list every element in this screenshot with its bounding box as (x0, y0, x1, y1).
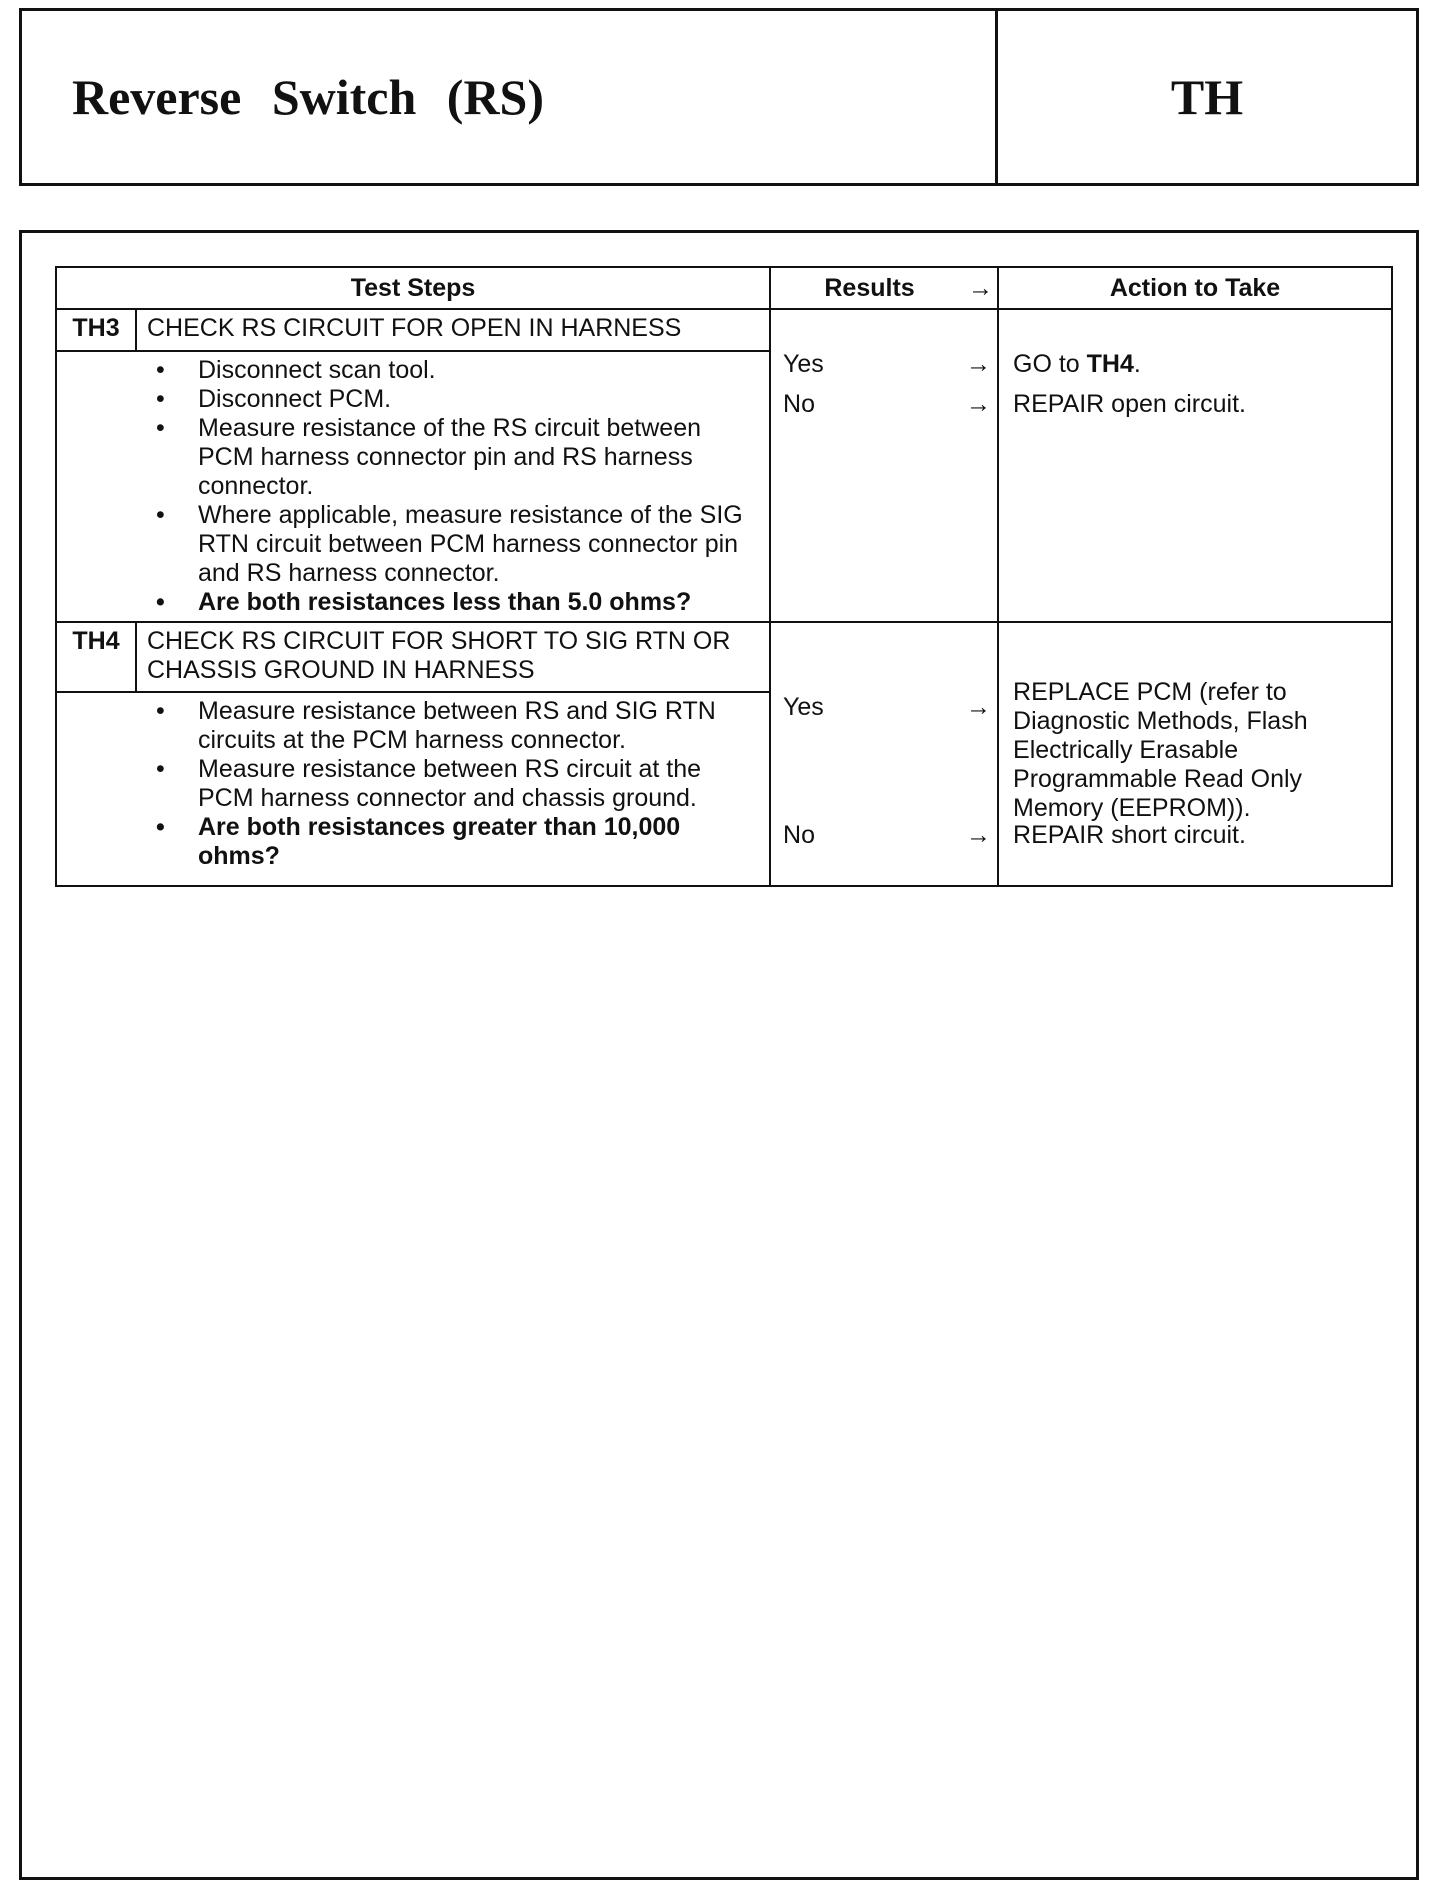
arrow-icon: → (966, 350, 992, 378)
result-label: Yes (783, 693, 824, 721)
result-yes (783, 693, 995, 722)
action-no: REPAIR short circuit. (1013, 821, 1246, 849)
column-header-test-steps: Test Steps (56, 267, 770, 309)
result-yes (783, 350, 995, 379)
action-no: REPAIR open circuit. (1013, 390, 1246, 418)
test-steps-table (55, 266, 1393, 887)
result-label: Yes (783, 350, 824, 378)
step-action-cell (998, 309, 1392, 622)
action-yes (1013, 350, 1383, 379)
arrow-icon: → (966, 821, 992, 849)
arrow-icon: → (968, 273, 994, 302)
action-text: GO to (1013, 350, 1087, 378)
arrow-icon: → (966, 390, 992, 418)
step-instructions (136, 692, 770, 886)
action-step-ref: TH4 (1086, 350, 1134, 378)
step-title: CHECK RS CIRCUIT FOR SHORT TO SIG RTN OR CHASSIS GROUND IN HARNESS (136, 622, 770, 692)
column-header-action: Action to Take (998, 267, 1392, 309)
step-question: • Are both resistances less than 5.0 ohms? (148, 588, 757, 617)
step-id: TH3 (56, 309, 136, 351)
result-label: No (783, 821, 815, 849)
section-code: TH (1170, 69, 1244, 125)
column-header-results (770, 267, 998, 309)
step-question: • Are both resistances greater than 10,000 ohms? (148, 813, 757, 871)
step-instructions (136, 351, 770, 622)
step-title: CHECK RS CIRCUIT FOR OPEN IN HARNESS (136, 309, 770, 351)
result-label: No (783, 390, 815, 418)
step-gutter (56, 351, 136, 622)
arrow-icon: → (966, 693, 992, 721)
instruction-item: • Disconnect PCM. (148, 385, 757, 414)
step-gutter (56, 692, 136, 886)
table-header-row (56, 267, 1392, 309)
instruction-list (148, 697, 757, 871)
result-no (783, 390, 995, 419)
step-results-cell (770, 309, 998, 622)
step-action-cell (998, 622, 1392, 886)
instruction-item: • Measure resistance of the RS circuit between PCM harness connector pin and RS harness connector. (148, 414, 757, 501)
instruction-item: • Where applicable, measure resistance of the SIG RTN circuit between PCM harness connector pin and RS harness connector. (148, 501, 757, 588)
step-results-cell (770, 622, 998, 886)
result-no (783, 821, 995, 850)
instruction-item: • Disconnect scan tool. (148, 356, 757, 385)
step-title-row (56, 622, 1392, 692)
content-frame (19, 230, 1419, 1880)
instruction-item: • Measure resistance between RS and SIG RTN circuits at the PCM harness connector. (148, 697, 757, 755)
step-id: TH4 (56, 622, 136, 692)
instruction-list (148, 356, 757, 617)
action-text-suffix: . (1133, 350, 1141, 378)
results-header-label: Results (824, 273, 915, 302)
page-title: Reverse Switch (RS) (22, 11, 998, 183)
page-header (19, 8, 1419, 186)
instruction-item: • Measure resistance between RS circuit at the PCM harness connector and chassis ground. (148, 755, 757, 813)
step-title-row (56, 309, 1392, 351)
action-yes: REPLACE PCM (refer to Diagnostic Methods, Flash Electrically Erasable Programmable Read Only Memory (EEPROM)). (1013, 678, 1308, 822)
